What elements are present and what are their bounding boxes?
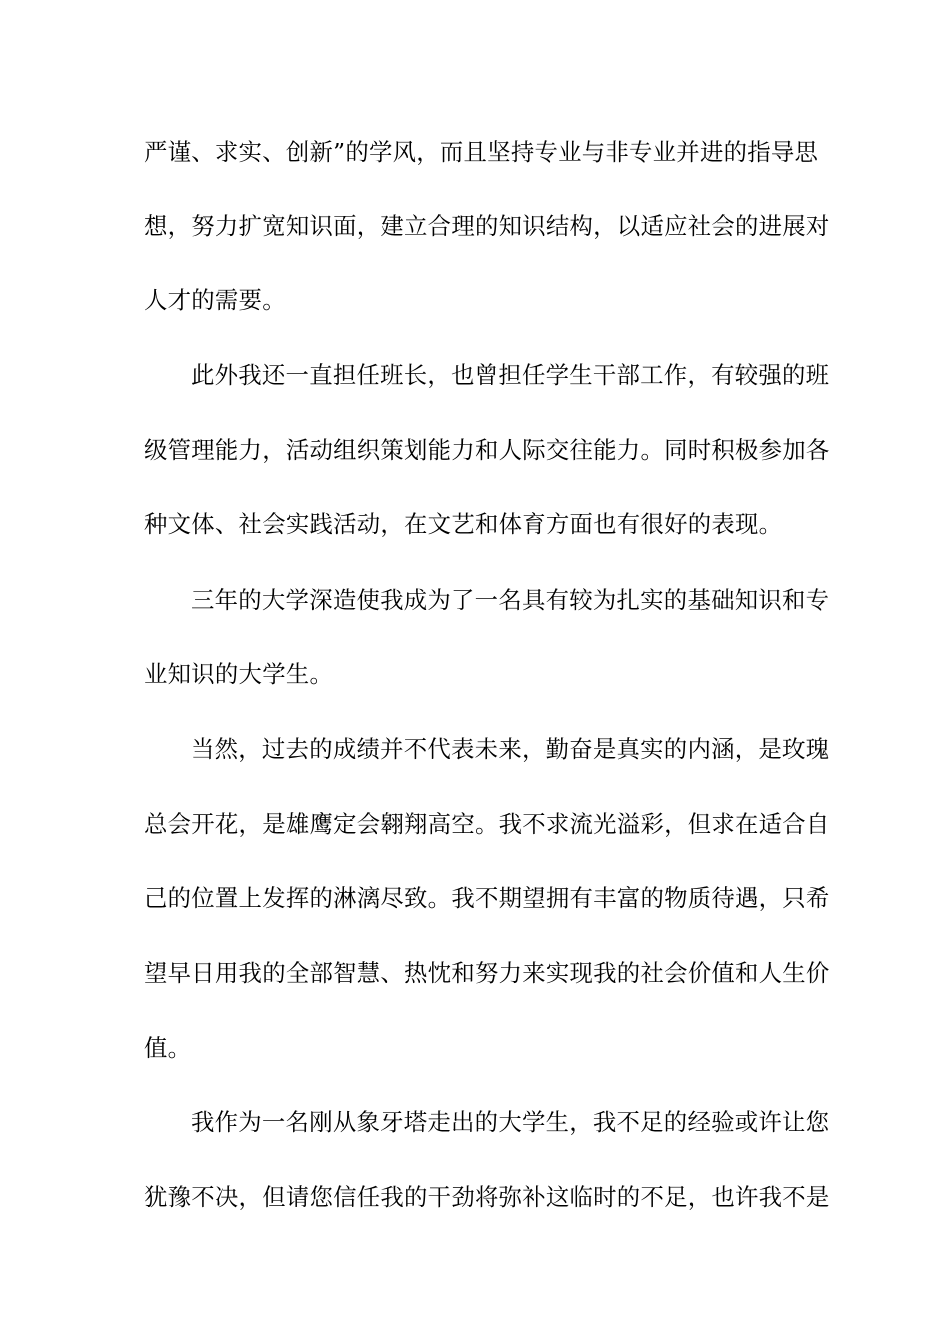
text-line: 想，努力扩宽知识面，建立合理的知识结构，以适应社会的进展对 <box>144 212 830 240</box>
text-line: 犹豫不决，但请您信任我的干劲将弥补这临时的不足，也许我不是 <box>144 1183 830 1211</box>
text-line: 值。 <box>144 1034 192 1062</box>
text-line: 此外我还一直担任班长，也曾担任学生干部工作，有较强的班 <box>191 361 830 389</box>
text-line: 严谨、求实、创新”的学风，而且坚持专业与非专业并进的指导思 <box>144 138 819 166</box>
text-line: 业知识的大学生。 <box>144 660 334 688</box>
text-line: 三年的大学深造使我成为了一名具有较为扎实的基础知识和专 <box>191 586 830 614</box>
text-line: 人才的需要。 <box>144 286 286 314</box>
text-line: 望早日用我的全部智慧、热忱和努力来实现我的社会价值和人生价 <box>144 959 830 987</box>
text-line: 当然，过去的成绩并不代表未来，勤奋是真实的内涵，是玫瑰 <box>191 735 830 763</box>
text-line: 己的位置上发挥的淋漓尽致。我不期望拥有丰富的物质待遇，只希 <box>144 884 830 912</box>
text-line: 总会开花，是雄鹰定会翱翔高空。我不求流光溢彩，但求在适合自 <box>144 810 830 838</box>
text-line: 级管理能力，活动组织策划能力和人际交往能力。同时积极参加各 <box>144 436 830 464</box>
text-line: 我作为一名刚从象牙塔走出的大学生，我不足的经验或许让您 <box>191 1108 830 1136</box>
text-line: 种文体、社会实践活动，在文艺和体育方面也有很好的表现。 <box>144 510 783 538</box>
